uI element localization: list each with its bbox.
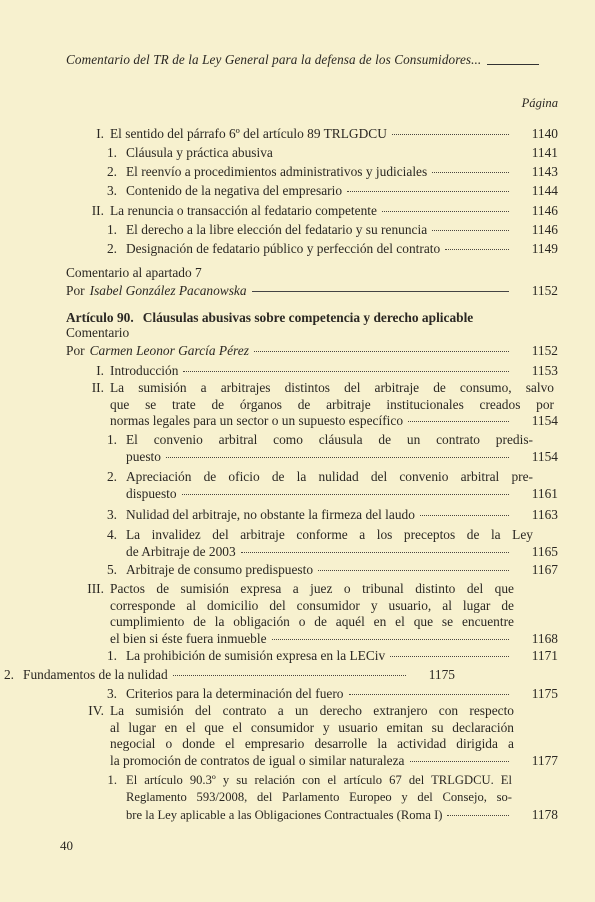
dot-leader bbox=[382, 211, 509, 212]
entry-page: 1178 bbox=[531, 807, 558, 822]
entry-title: Contenido de la negativa del empresario bbox=[126, 183, 343, 198]
dot-leader bbox=[432, 172, 509, 173]
entry-title: El derecho a la libre elección del fedatario y su renuncia bbox=[126, 222, 428, 237]
entry-title-line: al lugar en el que el consumidor y usuario emitan su declaración bbox=[110, 719, 514, 735]
entry-title-line: normas legales para un sector o un supuesto específico bbox=[110, 413, 404, 428]
dot-leader bbox=[349, 694, 509, 695]
entry-page: 1149 bbox=[531, 241, 558, 256]
dot-leader bbox=[432, 230, 509, 231]
toc-comment-entry bbox=[66, 265, 558, 299]
dot-leader bbox=[183, 371, 509, 372]
entry-page: 1146 bbox=[531, 222, 558, 237]
entry-number: 2. bbox=[106, 469, 117, 484]
toc-entry bbox=[103, 527, 558, 560]
entry-number: 2. bbox=[106, 164, 117, 179]
toc-entry bbox=[84, 203, 558, 220]
entry-number: 3. bbox=[106, 686, 117, 701]
article-title: Cláusulas abusivas sobre competencia y derecho aplicable bbox=[142, 310, 474, 325]
entry-number: I. bbox=[96, 126, 104, 141]
entry-title: La prohibición de sumisión expresa en la LECiv bbox=[126, 648, 386, 663]
entry-title: Nulidad del arbitraje, no obstante la firmeza del laudo bbox=[126, 507, 415, 522]
dot-leader bbox=[410, 761, 510, 762]
entry-page: 1165 bbox=[531, 543, 558, 559]
toc-entry bbox=[103, 432, 558, 465]
entry-title-line: Reglamento 593/2008, del Parlamento Europeo y del Consejo, so- bbox=[126, 790, 512, 804]
dot-leader bbox=[445, 249, 509, 250]
toc-entry bbox=[103, 164, 558, 181]
dot-leader bbox=[241, 552, 509, 553]
entry-number: 1. bbox=[106, 432, 117, 447]
entry-title-line: La sumisión del contrato a un derecho extranjero con respecto bbox=[110, 703, 514, 718]
entry-title-line: La invalidez del arbitraje conforme a los preceptos de la Ley bbox=[126, 527, 533, 542]
entry-title-line: cumplimiento de la obligación o de aquél en el que se encuentre bbox=[110, 614, 514, 629]
entry-page: 1152 bbox=[531, 282, 558, 298]
toc-entry bbox=[103, 686, 558, 703]
toc-entry bbox=[103, 772, 558, 824]
toc-entry bbox=[103, 562, 558, 579]
entry-title: La renuncia o transacción al fedatario competente bbox=[110, 203, 377, 218]
dot-leader bbox=[420, 515, 509, 516]
entry-page: 1143 bbox=[531, 164, 558, 179]
entry-number: 5. bbox=[106, 562, 117, 577]
dot-leader bbox=[173, 675, 406, 676]
entry-page: 1175 bbox=[428, 667, 455, 682]
entry-number: III. bbox=[87, 581, 104, 596]
dot-leader bbox=[408, 421, 509, 422]
entry-number: II. bbox=[91, 380, 104, 395]
entry-page: 1163 bbox=[531, 507, 558, 522]
entry-number: I. bbox=[96, 363, 104, 378]
toc-entry bbox=[103, 648, 558, 665]
column-header: Página bbox=[521, 96, 558, 110]
toc-entry bbox=[80, 581, 558, 647]
dot-leader bbox=[347, 191, 509, 192]
rule-leader bbox=[252, 291, 509, 292]
entry-title-line: El artículo 90.3º y su relación con el artículo 67 del TRLGDCU. El bbox=[126, 773, 512, 787]
entry-title: Criterios para la determinación del fuero bbox=[126, 686, 344, 701]
dot-leader bbox=[392, 134, 509, 135]
dot-leader bbox=[447, 815, 509, 816]
entry-page: 1141 bbox=[531, 145, 558, 160]
entry-title-line: La sumisión a arbitrajes distintos del arbitraje de consumo, salvo bbox=[110, 380, 554, 395]
toc-entry bbox=[103, 222, 558, 239]
entry-title-line: de Arbitraje de 2003 bbox=[126, 543, 236, 559]
entry-page: 1171 bbox=[531, 648, 558, 663]
entry-page: 1154 bbox=[531, 448, 558, 464]
entry-number: 3. bbox=[106, 183, 117, 198]
author-name: Isabel González Pacanowska bbox=[89, 282, 247, 298]
dot-leader bbox=[272, 639, 509, 640]
entry-number: 2. bbox=[3, 667, 14, 682]
author-prefix: Por bbox=[66, 342, 85, 358]
author-name: Carmen Leonor García Pérez bbox=[89, 342, 249, 358]
entry-title-line: dispuesto bbox=[126, 485, 177, 501]
toc-entry bbox=[103, 507, 558, 524]
entry-title-line: corresponde al domicilio del consumidor y usuario, al lugar de bbox=[110, 597, 514, 613]
running-head-text: Comentario del TR de la Ley General para la defensa de los Consumidores... bbox=[66, 52, 482, 67]
toc-entry bbox=[103, 183, 558, 200]
dot-leader bbox=[254, 351, 509, 352]
toc-comment-entry bbox=[66, 325, 558, 359]
entry-number: II. bbox=[91, 203, 104, 218]
entry-page: 1146 bbox=[531, 203, 558, 218]
dot-leader bbox=[166, 457, 509, 458]
entry-title-line: Pactos de sumisión expresa a juez o tribunal distinto del que bbox=[110, 581, 514, 596]
entry-title: Cláusula y práctica abusiva bbox=[126, 145, 273, 160]
entry-page: 1140 bbox=[531, 126, 558, 141]
entry-title-line: bre la Ley aplicable a las Obligaciones Contractuales (Roma I) bbox=[126, 808, 443, 822]
entry-page: 1168 bbox=[531, 630, 558, 646]
entry-number: 1. bbox=[106, 145, 117, 160]
toc-entry bbox=[103, 469, 558, 502]
toc-entry bbox=[84, 380, 558, 430]
entry-title: Designación de fedatario público y perfección del contrato bbox=[126, 241, 441, 256]
entry-page: 1175 bbox=[531, 686, 558, 701]
page-number: 40 bbox=[60, 838, 73, 853]
dot-leader bbox=[182, 494, 509, 495]
entry-title-line: El convenio arbitral como cláusula de un contrato predis- bbox=[126, 432, 533, 447]
entry-page: 1161 bbox=[531, 485, 558, 501]
entry-page: 1177 bbox=[531, 752, 558, 768]
entry-title-line: que se trate de órganos de arbitraje institucionales creados por bbox=[110, 396, 554, 412]
comment-heading: Comentario bbox=[66, 325, 130, 340]
entry-page: 1153 bbox=[531, 363, 558, 378]
entry-title: Arbitraje de consumo predispuesto bbox=[126, 562, 314, 577]
toc-entry bbox=[103, 145, 558, 162]
entry-title-line: Apreciación de oficio de la nulidad del convenio arbitral pre- bbox=[126, 469, 533, 484]
toc-entry bbox=[103, 241, 558, 258]
running-head-rule bbox=[487, 64, 539, 65]
entry-page: 1152 bbox=[531, 342, 558, 358]
entry-number: 2. bbox=[106, 241, 117, 256]
entry-page: 1167 bbox=[531, 562, 558, 577]
entry-page: 1144 bbox=[531, 183, 558, 198]
entry-title-line: la promoción de contratos de igual o similar naturaleza bbox=[110, 752, 405, 768]
entry-number: 1. bbox=[107, 773, 117, 787]
toc-entry bbox=[88, 126, 558, 143]
entry-title-line: negocial o donde el empresario desarrolle la actividad dirigida a bbox=[110, 736, 514, 751]
entry-number: 3. bbox=[106, 507, 117, 522]
entry-title: El sentido del párrafo 6º del artículo 89 TRLGDCU bbox=[110, 126, 387, 141]
entry-title: Introducción bbox=[110, 363, 179, 378]
entry-number: 1. bbox=[106, 648, 117, 663]
toc-entry bbox=[80, 703, 558, 769]
entry-title: Fundamentos de la nulidad bbox=[23, 667, 168, 682]
comment-heading: Comentario al apartado 7 bbox=[66, 265, 202, 280]
entry-number: 4. bbox=[106, 527, 117, 542]
article-number: Artículo 90. bbox=[66, 310, 134, 325]
toc-entry bbox=[0, 667, 455, 684]
entry-number: IV. bbox=[88, 703, 104, 718]
dot-leader bbox=[390, 656, 509, 657]
toc-entry bbox=[88, 363, 558, 380]
entry-title: El reenvío a procedimientos administrativos y judiciales bbox=[126, 164, 428, 179]
running-head bbox=[66, 52, 566, 68]
entry-title-line: puesto bbox=[126, 448, 161, 464]
entry-number: 1. bbox=[106, 222, 117, 237]
entry-page: 1154 bbox=[531, 413, 558, 428]
dot-leader bbox=[318, 570, 509, 571]
author-prefix: Por bbox=[66, 282, 85, 298]
entry-title-line: el bien si éste fuera inmueble bbox=[110, 630, 267, 646]
